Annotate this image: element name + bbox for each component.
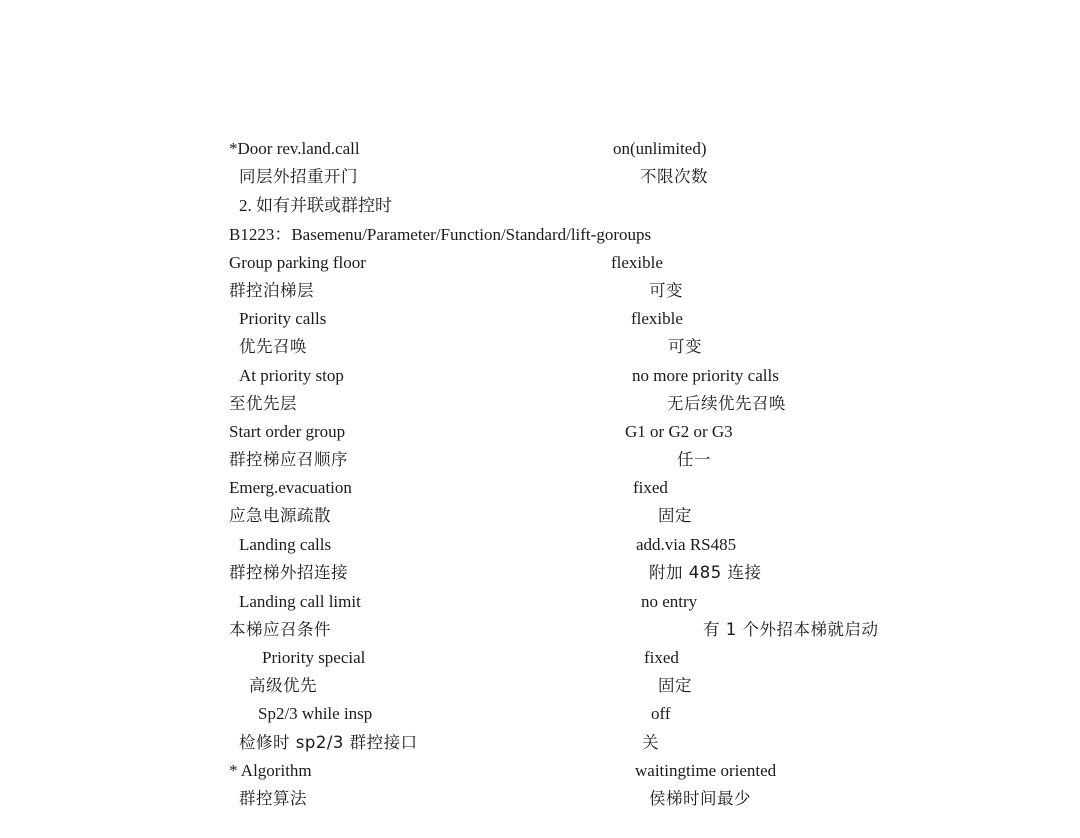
row-02-value: 不限次数	[640, 167, 708, 186]
row-06-label: 群控泊梯层	[229, 281, 314, 300]
row-08-label: 优先召唤	[239, 337, 307, 356]
row-17-label: Landing call limit	[239, 592, 361, 611]
row-10-value: 无后续优先召唤	[667, 394, 786, 413]
row-01-label: *Door rev.land.call	[229, 139, 360, 158]
row-24-label: 群控算法	[239, 789, 307, 808]
row-22-label: 检修时 sp2/3 群控接口	[239, 733, 418, 752]
row-12-label: 群控梯应召顺序	[229, 450, 348, 469]
row-08-value: 可变	[668, 337, 702, 356]
row-22-value: 关	[642, 733, 659, 752]
row-16-value: 附加 485 连接	[649, 563, 762, 582]
row-11-label: Start order group	[229, 422, 346, 441]
row-05-label: Group parking floor	[229, 253, 366, 272]
row-19-label: Priority special	[262, 648, 366, 667]
row-18-value: 有 1 个外招本梯就启动	[703, 620, 879, 639]
row-13-label: Emerg.evacuation	[229, 478, 352, 497]
row-16-label: 群控梯外招连接	[229, 563, 348, 582]
row-10-label: 至优先层	[229, 394, 297, 413]
row-13-value: fixed	[633, 478, 668, 497]
row-09-label: At priority stop	[239, 366, 344, 385]
row-18-label: 本梯应召条件	[229, 620, 331, 639]
row-23-value: waitingtime oriented	[635, 761, 777, 780]
row-15-value: add.via RS485	[636, 535, 737, 554]
row-02-label: 同层外招重开门	[239, 167, 358, 186]
row-01-value: on(unlimited)	[613, 139, 707, 158]
row-03-heading: 2. 如有并联或群控时	[239, 196, 392, 215]
row-09-value: no more priority calls	[632, 366, 779, 385]
row-14-label: 应急电源疏散	[229, 506, 331, 525]
row-19-value: fixed	[644, 648, 679, 667]
row-06-value: 可变	[649, 281, 683, 300]
row-20-value: 固定	[658, 676, 692, 695]
row-12-value: 任一	[677, 450, 711, 469]
row-17-value: no entry	[641, 592, 698, 611]
row-14-value: 固定	[658, 506, 692, 525]
row-20-label: 高级优先	[249, 676, 317, 695]
row-07-label: Priority calls	[239, 309, 327, 328]
row-23-label: * Algorithm	[229, 761, 312, 780]
row-07-value: flexible	[631, 309, 683, 328]
row-15-label: Landing calls	[239, 535, 332, 554]
row-04-path: B1223：Basemenu/Parameter/Function/Standard/lift-goroups	[229, 225, 652, 244]
row-05-value: flexible	[611, 253, 663, 272]
row-24-value: 侯梯时间最少	[649, 789, 751, 808]
row-21-value: off	[651, 704, 671, 723]
row-11-value: G1 or G2 or G3	[625, 422, 733, 441]
row-21-label: Sp2/3 while insp	[258, 704, 373, 723]
